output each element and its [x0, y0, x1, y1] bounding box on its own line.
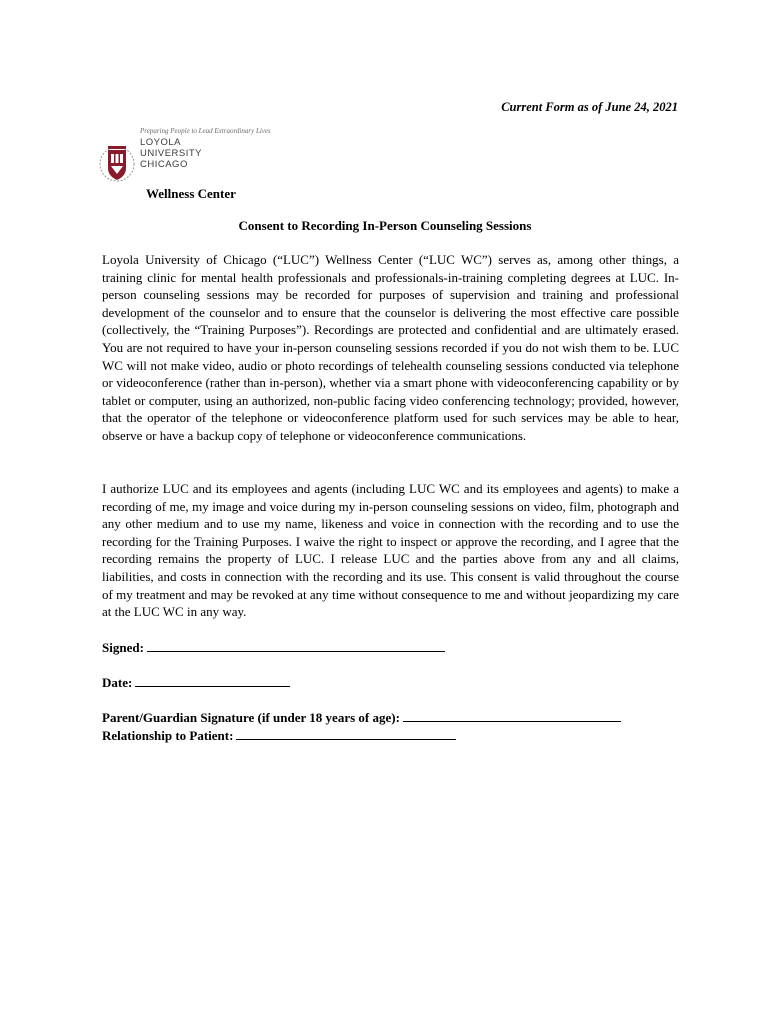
body-paragraph-2: I authorize LUC and its employees and agents (including LUC WC and its employees and agents) to make a recording of me, my image and voice during my in-person counseling sessions on video, film, photograph and any other medium and to use my name, likeness and voice in connection with the recording and to use the recording for the Training Purposes. I waive the right to inspect or approve the recording, and I agree that the recording remains the property of LUC. I release LUC and the parties above from any and all claims, liabilities, and costs in connection with the recording and its use. This consent is valid throughout the course of my treatment and may be revoked at any time without consequence to me and without jeopardizing my care at the LUC WC in any way.	[102, 481, 679, 620]
body-paragraph-1: Loyola University of Chicago (“LUC”) Wellness Center (“LUC WC”) serves as, among other things, a training clinic for mental health professionals and professionals-in-training completing degrees at LUC. In-person counseling sessions may be recorded for purposes of supervision and training and professional development of the counselor and to ensure that the counselor is delivering the most effective care possible (collectively, the “Training Purposes”). Recordings are protected and confidential and are ultimately erased. You are not required to have your in-person counseling sessions recorded if you do not wish them to be. LUC WC will not make video, audio or photo recordings of telehealth counseling sessions conducted via telephone or videoconference (rather than in-person), whether via a smart phone with videoconferencing capability or by tablet or computer, using an authorized, non-public facing video conferencing technology; provided, however, that the operator of the telephone or videoconference platform used for such services may be able to hear, observe or have a backup copy of telephone or videoconference communications.	[102, 252, 679, 443]
signed-row	[102, 640, 445, 656]
document-title: Consent to Recording In-Person Counseling Sessions	[238, 218, 532, 233]
guardian-signature-blank-field[interactable]	[403, 710, 621, 722]
logo-text-line2: UNIVERSITY	[140, 148, 203, 159]
guardian-signature-label: Parent/Guardian Signature (if under 18 years of age):	[102, 710, 400, 725]
signed-blank-field[interactable]	[147, 640, 445, 652]
date-blank-field[interactable]	[135, 675, 290, 687]
logo-text-line3: CHICAGO	[140, 159, 188, 170]
date-label: Date:	[102, 675, 133, 690]
logo-text-line1: LOYOLA	[140, 137, 182, 148]
date-row	[102, 675, 290, 691]
logo-tagline: Preparing People to Lead Extraordinary Lives	[140, 127, 271, 135]
form-date: Current Form as of June 24, 2021	[501, 100, 678, 114]
university-seal-icon	[98, 138, 136, 186]
university-logo	[98, 126, 271, 188]
guardian-signature-row	[102, 710, 621, 726]
relationship-label: Relationship to Patient:	[102, 728, 234, 743]
relationship-row	[102, 728, 456, 744]
relationship-blank-field[interactable]	[236, 728, 456, 740]
signed-label: Signed:	[102, 640, 144, 655]
department-name: Wellness Center	[146, 186, 236, 201]
